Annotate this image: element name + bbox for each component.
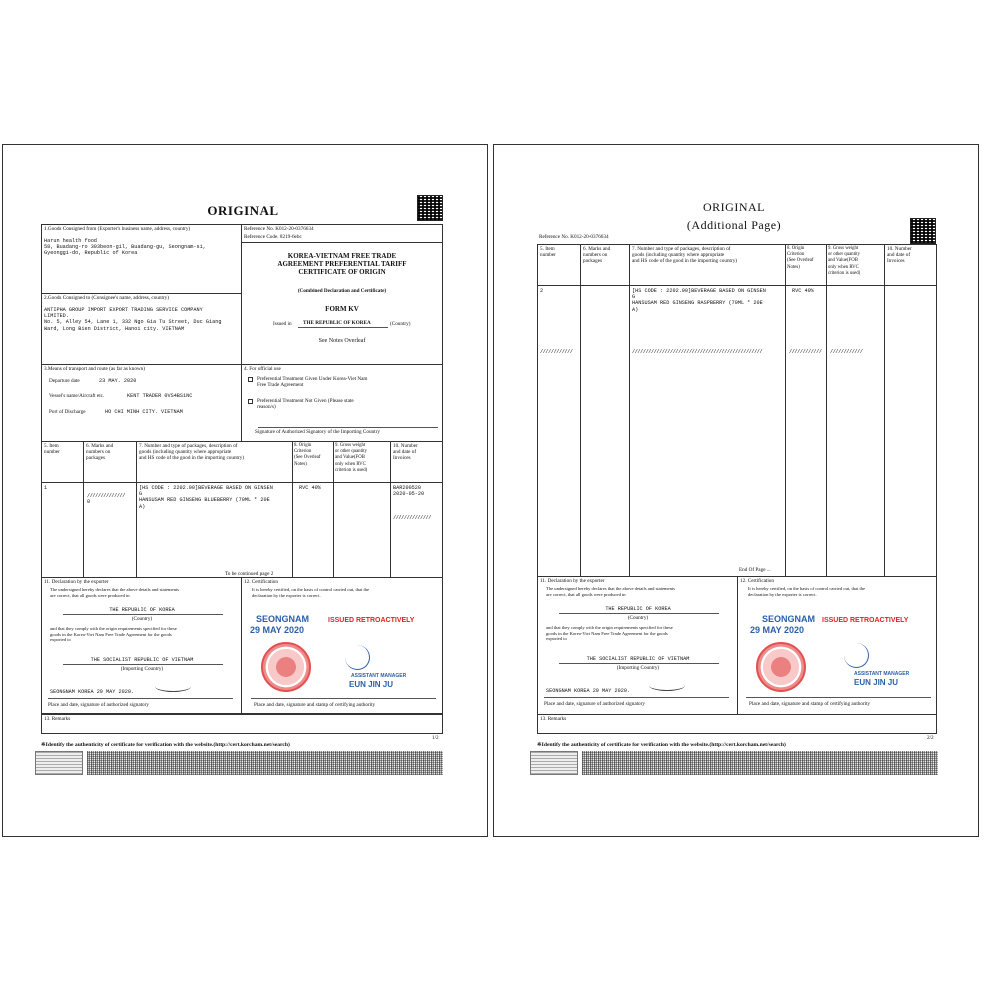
page-number: 1/2 (432, 735, 439, 741)
box3-label: 3.Means of transport and route (as far as known) (44, 366, 145, 372)
checkbox-preferential-not-given[interactable] (248, 399, 253, 404)
origin-criterion: RVC 40% (792, 288, 814, 294)
stamp-date: 29 MAY 2020 (750, 625, 805, 635)
qr-code-icon (417, 195, 443, 221)
certificate-subtitle: (Combined Declaration and Certificate) (297, 288, 387, 294)
checkbox-preferential-given[interactable] (248, 377, 253, 382)
item-number: 1 (44, 485, 48, 491)
country-suffix: (Country) (390, 321, 411, 327)
certifier-sign-caption: Place and date, signature and stamp of certifying authority (254, 702, 376, 708)
certification-text: It is hereby certified, on the basis of control carried out, that the declaration by the exporter is correct. (748, 586, 866, 597)
col-gross-weight: 9. Gross weight or other quantity and Value(FOB only when RVC criterion is used) (335, 443, 368, 473)
box12-label: 12. Certification (740, 578, 774, 584)
certifier-signature (345, 645, 370, 670)
col-item-number: 5. Item number (44, 443, 60, 456)
marks-value: ////////////// 0 (87, 493, 125, 505)
security-legend (530, 751, 578, 775)
option-preferential-not-given: Preferential Treatment Not Given (Please state reason/s) (257, 398, 354, 411)
box13-label: 13. Remarks (44, 716, 71, 722)
security-barcode (582, 751, 938, 775)
declaration-text: The undersigned hereby declares that the above details and statements are correct, that all goods were produced in (50, 587, 179, 598)
importing-caption: (Importing Country) (616, 665, 660, 671)
continued-note: To be continued page 2 (225, 571, 274, 577)
reference-number: Reference No. K012-20-0376634 (244, 226, 314, 232)
verification-note: ※Identify the authenticity of certificate for verification with the website.(http://cert.korcham.net/search) (41, 742, 290, 748)
exporter-signature (155, 681, 191, 692)
form-name: FORM KV (325, 305, 359, 313)
page-title: ORIGINAL (207, 203, 279, 218)
col-gross-weight: 9. Gross weight or other quantity and Value(FOB only when RVC criterion is used) (828, 246, 861, 276)
retroactive-stamp: ISSUED RETROACTIVELY (822, 617, 909, 624)
importing-country: THE SOCIALIST REPUBLIC OF VIETNAM (90, 657, 194, 663)
box4-label: 4. For official use (244, 366, 281, 372)
certificate-page-1 (2, 144, 488, 837)
page-title: ORIGINAL (703, 200, 765, 214)
port-label: Port of Discharge (49, 409, 86, 415)
declaration-compliance: and that they comply with the origin requirements specified for these goods in the Korea-Viet Nam Free Trade Agreement for the goods exported to (546, 625, 673, 642)
invoice-number-date: BAR200520 2020-05-20 (393, 485, 425, 498)
verification-note: ※Identify the authenticity of certificate for verification with the website.(http://cert.korcham.net/search) (537, 742, 786, 748)
issued-in-country: THE REPUBLIC OF KOREA (303, 320, 371, 326)
see-notes: See Notes Overleaf (318, 338, 366, 344)
page-number: 2/2 (927, 735, 934, 741)
produced-country: THE REPUBLIC OF KOREA (109, 607, 175, 613)
declaration-text: The undersigned hereby declares that the above details and statements are correct, that all goods were produced in (546, 586, 675, 597)
importing-signature-caption: Signature of Authorized Signatory of the Importing Country (255, 429, 380, 435)
certification-text: It is hereby certified, on the basis of control carried out, that the declaration by the exporter is correct. (252, 587, 370, 598)
produced-country: THE REPUBLIC OF KOREA (605, 606, 671, 612)
page-subtitle: (Additional Page) (686, 218, 782, 232)
consignee-address: ANTIPHA GROUP IMPORT EXPORT TRADING SERVICE COMPANY LIMITED. No. 5, Alley 54, Lane 1, 332 Ngo Gia Tu Street, Duc Giang Ward, Long Bien District, Hanoi city. VIETNAM (44, 307, 222, 332)
retroactive-stamp: ISSUED RETROACTIVELY (328, 617, 415, 624)
end-of-page: End Of Page ... (739, 567, 771, 573)
exporter-signature (649, 680, 685, 691)
manager-name: EUN JIN JU (854, 678, 899, 687)
country-caption: (Country) (131, 616, 153, 622)
reference-number: Reference No. K012-20-0376634 (539, 234, 609, 240)
manager-name: EUN JIN JU (349, 680, 394, 689)
exporter-sign-caption: Place and date, signature of authorized signatory (48, 702, 149, 708)
box11-label: 11. Declaration by the exporter (540, 578, 605, 584)
departure-label: Departure date (49, 378, 80, 384)
col-origin-criterion: 8. Origin Criterion (See Overleaf Notes) (787, 246, 814, 270)
country-caption: (Country) (627, 615, 649, 621)
exporter-address: Harun health food 58, Buadang-ro 303beon-gil, Buadang-gu, Seongnam-si, Gyeonggi-do, Republic of Korea (44, 238, 206, 257)
weight-slash: //////////// (830, 349, 863, 355)
origin-criterion: RVC 40% (299, 485, 321, 491)
security-legend (35, 751, 83, 775)
exporter-sign-caption: Place and date, signature of authorized signatory (544, 701, 645, 707)
manager-title: ASSISTANT MANAGER (854, 671, 910, 677)
stamp-city: SEONGNAM (256, 614, 310, 624)
vessel-name: KENT TRADER 0VS4BS1NC (127, 393, 193, 399)
box1-label: 1.Goods Consigned from (Exporter's business name, address, country) (44, 226, 191, 232)
remarks-box (41, 714, 443, 734)
security-barcode (87, 751, 443, 775)
col-marks: 6. Marks and numbers on packages (86, 443, 114, 462)
item-slash: //////////// (540, 349, 573, 355)
col-origin-criterion: 8. Origin Criterion (See Overleaf Notes) (294, 443, 321, 467)
invoice-slash: ////////////// (393, 515, 431, 521)
certifier-sign-caption: Place and date, signature and stamp of certifying authority (749, 701, 871, 707)
col-invoices: 10. Number and date of Invoices (887, 246, 912, 265)
stamp-date: 29 MAY 2020 (250, 625, 305, 635)
declaration-compliance: and that they comply with the origin requirements specified for these goods in the Korea-Viet Nam Free Trade Agreement for the goods exported to (50, 626, 177, 643)
port-of-discharge: HO CHI MINH CITY. VIETNAM (105, 409, 183, 415)
box12-label: 12. Certification (244, 579, 278, 585)
official-seal-icon (261, 642, 311, 692)
col-description: 7. Number and type of packages, description of goods (including quantity where appropriate and HS code of the good in the importing country) (139, 443, 245, 462)
importing-country: THE SOCIALIST REPUBLIC OF VIETNAM (586, 656, 690, 662)
importing-caption: (Importing Country) (120, 666, 164, 672)
col-marks: 6. Marks and numbers on packages (583, 246, 611, 265)
certificate-page-2 (493, 144, 979, 837)
place-and-date: SEONGNAM KOREA 29 MAY 2020. (546, 688, 631, 694)
qr-code-icon (910, 218, 936, 244)
official-seal-icon (756, 642, 806, 692)
box11-label: 11. Declaration by the exporter (44, 579, 109, 585)
option-preferential-given: Preferential Treatment Given Under Korea-Viet Nam Free Trade Agreement (257, 376, 368, 389)
item-number: 2 (540, 288, 544, 294)
description-slash: //////////////////////////////////////////////// (632, 349, 763, 355)
goods-description: [HS CODE : 2202.90]BEVERAGE BASED ON GINSEN G HANSUSAM RED GINSENG RASPBERRY (70ML * 20E A) (632, 288, 766, 313)
manager-title: ASSISTANT MANAGER (351, 673, 407, 679)
box13-label: 13. Remarks (540, 716, 567, 722)
issued-in-label: Issued in (273, 321, 292, 327)
col-item-number: 5. Item number (540, 246, 556, 259)
col-description: 7. Number and type of packages, description of goods (including quantity where appropriate and HS code of the good in the importing country) (632, 246, 738, 265)
goods-description: [HS CODE : 2202.90]BEVERAGE BASED ON GINSEN G HANSUSAM RED GINSENG BLUEBERRY (70ML * 20E A) (139, 485, 273, 510)
criterion-slash: //////////// (789, 349, 822, 355)
place-and-date: SEONGNAM KOREA 29 MAY 2020. (50, 689, 135, 695)
box2-label: 2.Goods Consigned to (Consignee's name, address, country) (44, 295, 169, 301)
reference-code: Reference Code. 8219-6ebc (244, 234, 302, 240)
stamp-city: SEONGNAM (762, 614, 816, 624)
vessel-label: Vessel's name/Aircraft etc. (49, 393, 105, 399)
certificate-title: KOREA-VIETNAM FREE TRADE AGREEMENT PREFERENTIAL TARIFF CERTIFICATE OF ORIGIN (277, 252, 407, 276)
departure-date: 23 MAY. 2020 (99, 378, 137, 384)
col-invoices: 10. Number and date of Invoices (393, 443, 418, 462)
certifier-signature (844, 643, 869, 668)
